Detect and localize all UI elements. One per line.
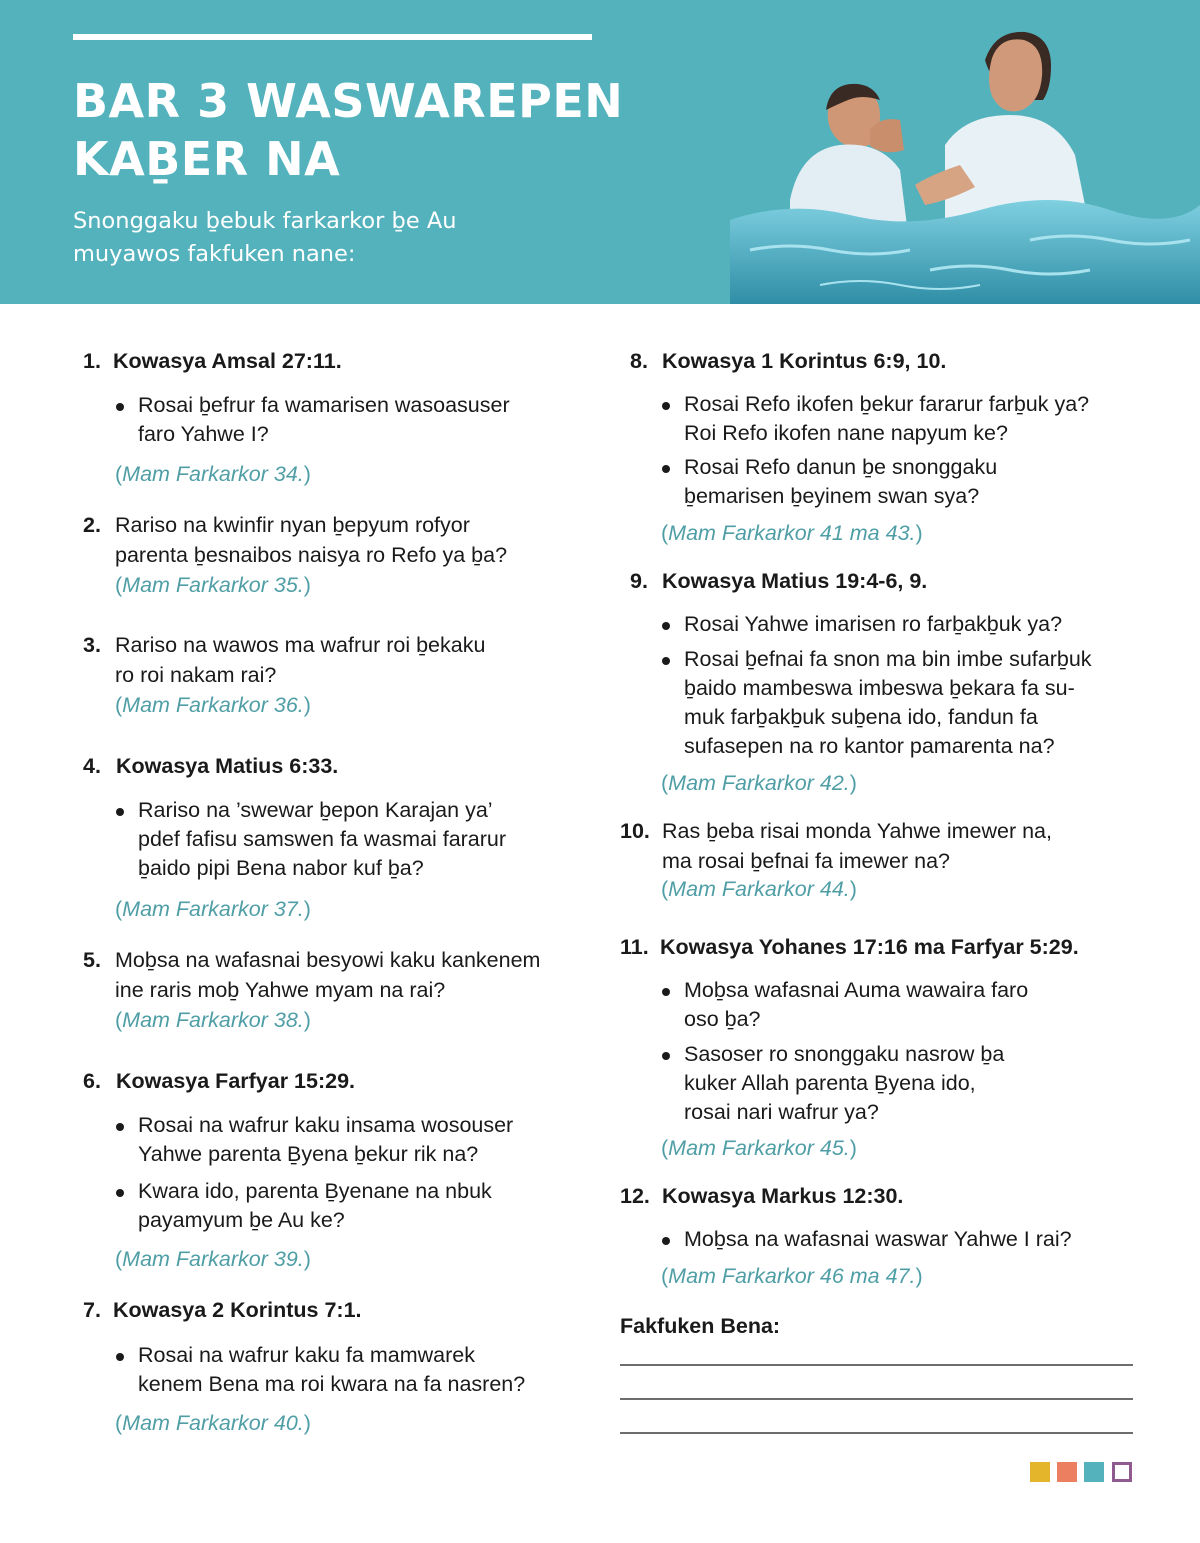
note-line-1[interactable] (620, 1364, 1133, 1366)
question-2 (115, 510, 507, 570)
bullet-dot (116, 403, 124, 411)
question-12-text: Kowasya Markus 12:30. (662, 1184, 904, 1208)
bullet-line: muk farḇakḇuk suḇena ido, fandun fa (684, 705, 1038, 729)
question-6-number: 6. (83, 1069, 101, 1093)
teal-square-icon (1084, 1462, 1104, 1482)
question-8-bullet-2 (684, 453, 997, 511)
bullet-line: faro Yahwe I? (138, 422, 269, 446)
question-3-line-1: Rariso na wawos ma wafrur roi ḇekaku (115, 633, 486, 657)
bullet-dot (662, 622, 670, 630)
page-subtitle (73, 205, 633, 271)
bullet-line: ḇaido mambeswa imbeswa ḇekara fa su- (684, 676, 1075, 700)
question-11-number: 11. (620, 935, 649, 959)
note-line-2[interactable] (620, 1398, 1133, 1400)
bullet-dot (662, 988, 670, 996)
header-rule (73, 34, 592, 40)
bullet-line: Rosai Refo ikofen ḇekur fararur farḇuk ya? (684, 392, 1090, 416)
subtitle-line-2: muyawos fakfuken nane: (73, 241, 356, 267)
page-title (73, 72, 673, 188)
bullet-dot (662, 1052, 670, 1060)
subtitle-line-1: Snonggaku ḇebuk farkarkor ḇe Au (73, 208, 457, 234)
bullet-line: kuker Allah parenta Ḇyena ido, (684, 1071, 976, 1095)
question-4-number: 4. (83, 754, 101, 778)
question-6-bullet-1 (138, 1111, 513, 1169)
bullet-line: Rosai ḇefrur fa wamarisen wasoasuser (138, 393, 510, 417)
question-10-line-2: ma rosai ḇefnai fa imewer na? (662, 849, 951, 873)
question-10 (662, 816, 1052, 876)
title-line-2: KAḆER NA (73, 132, 341, 186)
question-11-reference: (Mam Farkarkor 45.) (661, 1136, 857, 1160)
question-11 (660, 932, 1079, 962)
bullet-dot (116, 1123, 124, 1131)
bullet-dot (116, 1353, 124, 1361)
question-5-line-1: Moḇsa na wafasnai besyowi kaku kankenem (115, 948, 541, 972)
question-8-reference: (Mam Farkarkor 41 ma 43.) (661, 521, 923, 545)
question-4-reference: (Mam Farkarkor 37.) (115, 897, 311, 921)
question-1-text: Kowasya Amsal 27:11. (113, 349, 342, 373)
bullet-line: Sasoser ro snonggaku nasrow ḇa (684, 1042, 1005, 1066)
bullet-line: Kwara ido, parenta Ḇyenane na nbuk (138, 1179, 492, 1203)
yellow-square-icon (1030, 1462, 1050, 1482)
question-7-number: 7. (83, 1298, 101, 1322)
question-11-bullet-1 (684, 976, 1028, 1034)
bullet-dot (662, 465, 670, 473)
question-8 (662, 346, 946, 376)
question-7-reference: (Mam Farkarkor 40.) (115, 1411, 311, 1435)
bullet-line: Rosai Refo danun ḇe snonggaku (684, 455, 998, 479)
question-3 (115, 630, 485, 690)
purple-outline-square-icon (1112, 1462, 1132, 1482)
question-5 (115, 945, 540, 1005)
baptism-illustration (730, 0, 1200, 304)
bullet-line: kenem Bena ma roi kwara na fa nasren? (138, 1372, 526, 1396)
question-10-reference: (Mam Farkarkor 44.) (661, 877, 857, 901)
question-2-reference: (Mam Farkarkor 35.) (115, 573, 311, 597)
bullet-line: Rosai ḇefnai fa snon ma bin imbe sufarḇuk (684, 647, 1092, 671)
question-8-bullet-1 (684, 390, 1089, 448)
question-5-line-2: ine raris moḇ Yahwe myam na rai? (115, 978, 446, 1002)
question-12-number: 12. (620, 1184, 650, 1208)
bullet-dot (116, 1189, 124, 1197)
question-5-reference: (Mam Farkarkor 38.) (115, 1008, 311, 1032)
question-5-number: 5. (83, 948, 101, 972)
question-11-text: Kowasya Yohanes 17:16 ma Farfyar 5:29. (660, 935, 1079, 959)
notes-title: Fakfuken Bena: (620, 1314, 781, 1338)
bullet-line: Rosai na wafrur kaku fa mamwarek (138, 1343, 475, 1367)
question-12-reference: (Mam Farkarkor 46 ma 47.) (661, 1264, 923, 1288)
note-line-3[interactable] (620, 1432, 1133, 1434)
question-4 (116, 751, 338, 781)
question-3-line-2: ro roi nakam rai? (115, 663, 277, 687)
question-3-reference: (Mam Farkarkor 36.) (115, 693, 311, 717)
question-10-line-1: Ras ḇeba risai monda Yahwe imewer na, (662, 819, 1052, 843)
question-1-bullet-1 (138, 391, 510, 449)
bullet-line: ḇaido pipi Bena nabor kuf ḇa? (138, 856, 424, 880)
bullet-line: Roi Refo ikofen nane napyum ke? (684, 421, 1008, 445)
question-10-number: 10. (620, 819, 650, 843)
question-11-bullet-2 (684, 1040, 1004, 1127)
bullet-dot (662, 402, 670, 410)
question-4-bullet-1 (138, 796, 506, 883)
question-6 (116, 1066, 355, 1096)
bullet-dot (662, 657, 670, 665)
question-12-bullet-1 (684, 1225, 1072, 1254)
bullet-line: Moḇsa na wafasnai waswar Yahwe I rai? (684, 1227, 1072, 1251)
bullet-line: Rosai na wafrur kaku insama wosouser (138, 1113, 514, 1137)
question-3-number: 3. (83, 633, 101, 657)
question-6-reference: (Mam Farkarkor 39.) (115, 1247, 311, 1271)
question-9-bullet-2 (684, 645, 1092, 761)
question-9 (662, 566, 927, 596)
question-6-text: Kowasya Farfyar 15:29. (116, 1069, 356, 1093)
bullet-line: Yahwe parenta Ḇyena ḇekur rik na? (138, 1142, 479, 1166)
bullet-line: pdef fafisu samswen fa wasmai fararur (138, 827, 507, 851)
question-7-text: Kowasya 2 Korintus 7:1. (113, 1298, 362, 1322)
bullet-line: Rosai Yahwe imarisen ro farḇakḇuk ya? (684, 612, 1063, 636)
question-1-reference: (Mam Farkarkor 34.) (115, 462, 311, 486)
question-8-text: Kowasya 1 Korintus 6:9, 10. (662, 349, 947, 373)
bullet-line: rosai nari wafrur ya? (684, 1100, 879, 1124)
question-12 (662, 1181, 903, 1211)
header-banner (0, 0, 1200, 304)
question-1 (113, 346, 342, 376)
question-2-line-2: parenta ḇesnaibos naisya ro Refo ya ḇa? (115, 543, 508, 567)
question-9-bullet-1 (684, 610, 1062, 639)
question-8-number: 8. (630, 349, 648, 373)
question-6-bullet-2 (138, 1177, 492, 1235)
bullet-line: payamyum ḇe Au ke? (138, 1208, 345, 1232)
title-line-1: BAR 3 WASWAREPEN (73, 74, 624, 128)
bullet-line: Moḇsa wafasnai Auma wawaira faro (684, 978, 1029, 1002)
question-2-number: 2. (83, 513, 101, 537)
question-9-reference: (Mam Farkarkor 42.) (661, 771, 857, 795)
question-9-number: 9. (630, 569, 648, 593)
question-7-bullet-1 (138, 1341, 525, 1399)
question-7 (113, 1295, 362, 1325)
bullet-line: Rariso na ’swewar ḇepon Karajan ya’ (138, 798, 493, 822)
bullet-dot (116, 808, 124, 816)
question-4-text: Kowasya Matius 6:33. (116, 754, 339, 778)
orange-square-icon (1057, 1462, 1077, 1482)
bullet-line: ḇemarisen ḇeyinem swan sya? (684, 484, 980, 508)
bullet-line: oso ḇa? (684, 1007, 761, 1031)
question-9-text: Kowasya Matius 19:4-6, 9. (662, 569, 928, 593)
question-1-number: 1. (83, 349, 101, 373)
question-2-line-1: Rariso na kwinfir nyan ḇepyum rofyor (115, 513, 470, 537)
bullet-dot (662, 1237, 670, 1245)
bullet-line: sufasepen na ro kantor pamarenta na? (684, 734, 1055, 758)
